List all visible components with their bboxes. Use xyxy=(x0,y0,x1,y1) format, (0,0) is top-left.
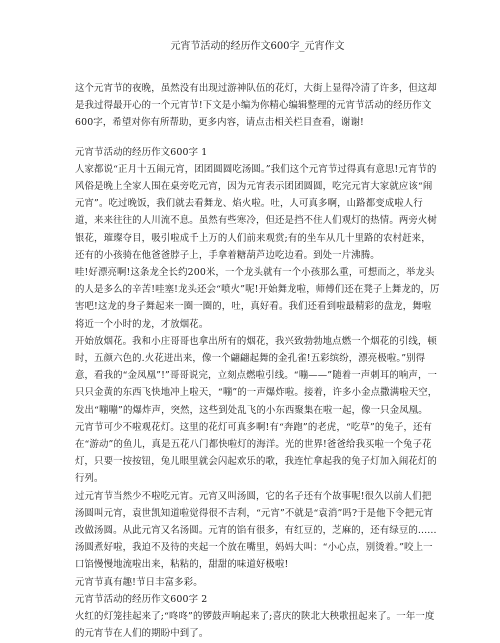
paragraph: 汤圆煮好啦，我迫不及待的夹起一个放在嘴里，妈妈大叫：“小心点，别烫着。”咬上一口馅慢慢地流啦出来，粘粘的，甜甜的味道好极啦! xyxy=(75,542,433,571)
section-2 xyxy=(75,591,440,643)
paragraph: 人家都说“正月十五闹元宵，团团圆圆吃汤圆。”我们这个元宵节过得真有意思!元宵节的风俗是晚上全家人围在桌旁吃元宵，因为元宵表示团团圆圆，吃完元宵大家就应该“闹元宵”。吃过晚饭，我们就去看舞龙、焰火啦。吐，人可真多啊，山路都变成啦人行道，来来往往的人川流不息。虽然有些寒冷，但还是挡不住人们观灯的热情。两旁火树银花，璀璨夺目，吸引啦成千上万的人们前来观赏;有的坐车从几十里路的农村赶来，还有的小孩骑在他爸爸脖子上，手拿着糖葫芦边吃边看。到处一片沸腾。 xyxy=(75,163,437,261)
intro-block xyxy=(75,80,440,132)
intro-paragraph: 这个元宵节的夜晚，虽然没有出现过游神队伍的花灯，大街上显得冷清了许多，但这却是我过得最开心的一个元宵节!下文是小编为你精心编辑整理的元宵节活动的经历作文600字，希望对你有所帮助，更多内容，请点击相关栏目查看，谢谢! xyxy=(75,83,437,129)
section-heading: 元宵节活动的经历作文600字 2 xyxy=(75,593,208,605)
document-title: 元宵节活动的经历作文600字_元宵作文 xyxy=(170,41,345,52)
paragraph: 开始放烟花。我和小庄哥哥也拿出所有的烟花，我兴致勃勃地点燃一个烟花的引线，顿时，五颜六色的.火花迸出来，像一个翩翩起舞的金孔雀!五彩缤纷，漂亮极啦。”别得意，看我的“金凤凰”!”哥哥说完，立刻点燃啦引线。“嘣——”随着一声刺耳的响声，一只只金黄的东西飞快地冲上啦天，“嘣”的一声爆炸啦。接着，许多小金点撒满啦天空，发出“嘣嘣”的爆炸声，突然，这些到处乱飞的小东西聚集在啦一起，像一只金凤凰。 xyxy=(75,335,438,416)
paragraph: 元宵节真有趣!节日丰富多彩。 xyxy=(75,576,203,588)
section-1 xyxy=(75,144,440,591)
section-heading: 元宵节活动的经历作文600字 1 xyxy=(75,146,208,158)
paragraph: 元宵节可少不啦观花灯。这里的花灯可真多啊!有“奔跑”的老虎，“吃草”的兔子，还有在“游动”的鱼儿，真是五花八门都快啦灯的海洋。光的世界!爸爸给我买啦一个兔子花灯，只要一按按钮，兔儿眼里就会闪起欢乐的歌，我连忙拿起我的兔子灯加入闹花灯的行列。 xyxy=(75,421,437,485)
paragraph: 哇!好漂亮啊!这条龙全长约200米，一个龙头就有一个小孩那么重，可想而之，举龙头的人是多么的辛苦!哇塞!龙头还会“喷火”呢!开始舞龙啦，师傅们还在凳子上舞龙的，厉害吧!这龙的身子舞起来一圈一圈的，吐，真好看。我们还看到啦最精彩的盘龙，舞啦将近一个小时的龙，才放烟花。 xyxy=(75,267,440,330)
paragraph: 火红的灯笼挂起来了;“咚咚”的锣鼓声响起来了;喜庆的陕北大秧歌扭起来了。一年一度的元宵节在人们的期盼中到了。 xyxy=(75,611,435,640)
paragraph: 过元宵节当然少不啦吃元宵。元宵又叫汤圆，它的名子还有个故事呢!很久以前人们把汤圆叫元宵，袁世凯知道啦觉得很不吉利，“元宵”不就是“袁消”吗?于是他下令把元宵改做汤圆。从此元宵又名汤圆。元宵的馅有很多，有红豆的，芝麻的，还有绿豆的...... xyxy=(75,490,437,537)
